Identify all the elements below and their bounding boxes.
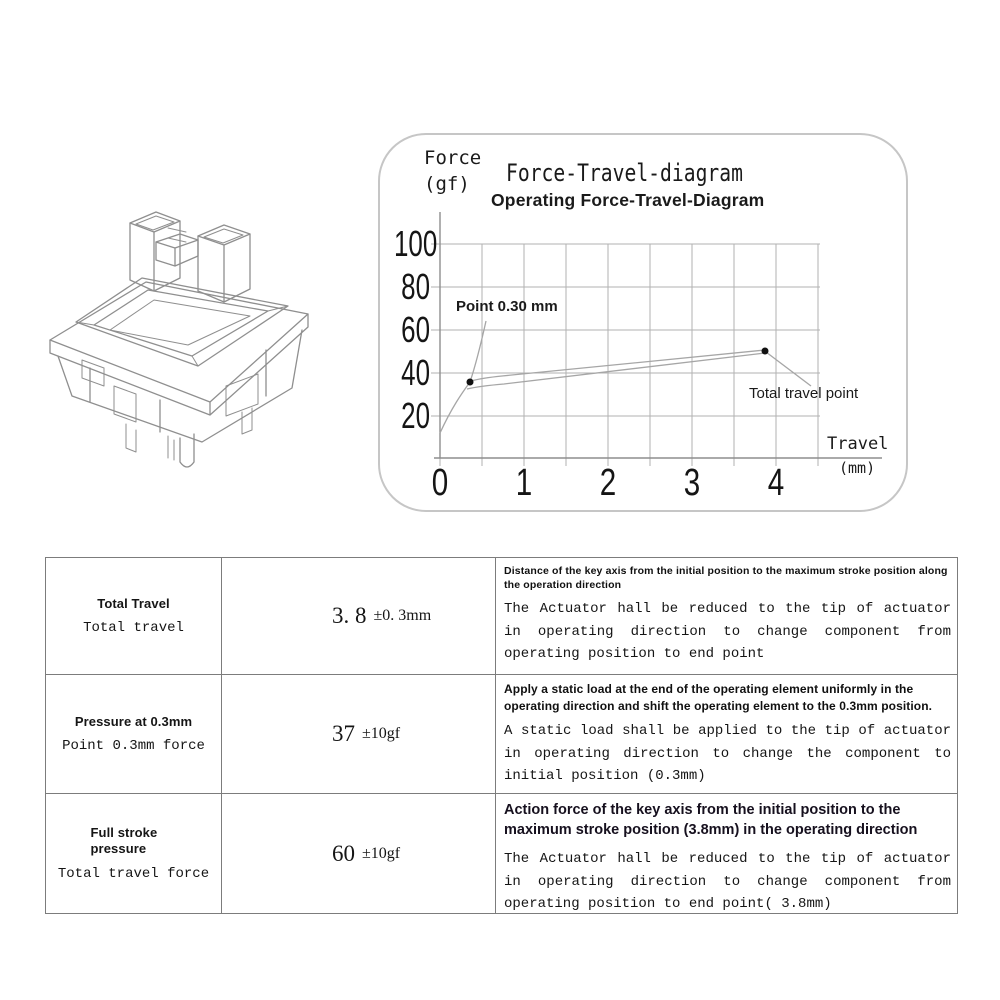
spec-tolerance: ±10gf — [362, 844, 401, 862]
y-tick-40: 40 — [401, 352, 430, 393]
table-row-total-travel-name — [46, 558, 222, 675]
y-axis-title: Force — [424, 147, 482, 169]
table-row-full-stroke-name — [46, 794, 222, 914]
housing-flange — [50, 282, 308, 402]
stem-cross-bar — [156, 234, 198, 248]
chart-title: Force-Travel-diagram — [506, 159, 743, 187]
spec-subtitle: Point 0.3mm force — [62, 738, 205, 754]
spec-definition: Distance of the key axis from the initial position to the maximum stroke position along the operation direction — [504, 565, 948, 591]
y-tick-100: 100 — [394, 223, 438, 264]
total-travel-leader-line — [766, 352, 811, 386]
spec-title: Full stroke pressure — [90, 825, 158, 856]
table-row-full-stroke-desc — [496, 794, 958, 914]
chart-subtitle: Operating Force-Travel-Diagram — [491, 190, 765, 210]
y-tick-20: 20 — [401, 395, 430, 436]
x-tick-4: 4 — [767, 462, 785, 504]
x-axis-title: Travel — [827, 434, 889, 454]
spec-description: The Actuator hall be reduced to the tip of actuator in operating direction to change component from operating position to end point — [504, 601, 951, 662]
x-tick-0: 0 — [431, 462, 449, 504]
spec-definition: Apply a static load at the end of the operating element uniformly in the operating direction and shift the operating element to the 0.3mm position. — [504, 682, 933, 713]
table-row-pressure-name — [46, 675, 222, 794]
y-tick-60: 60 — [401, 309, 430, 350]
return-curve-lower — [467, 353, 765, 389]
spec-tolerance: ±10gf — [362, 725, 401, 742]
total-travel-dot — [762, 348, 769, 355]
spec-description: A static load shall be applied to the tip of actuator in operating direction to change the component to initial position (0.3mm) — [504, 723, 951, 784]
switch-line-drawing — [30, 190, 350, 470]
spec-value: 60 — [332, 840, 355, 866]
spec-value: 37 — [332, 721, 355, 746]
table-row-pressure-desc — [496, 675, 958, 794]
force-travel-chart-panel — [378, 133, 908, 512]
table-row-total-travel-desc — [496, 558, 958, 675]
spec-tolerance: ±0. 3mm — [373, 607, 432, 624]
x-tick-1: 1 — [515, 462, 533, 504]
spec-title: Total Travel — [97, 596, 170, 611]
spec-definition: Action force of the key axis from the initial position to the maximum stroke position (3.8mm) in the operating direction — [504, 802, 918, 838]
table-row-total-travel-value — [222, 558, 496, 675]
spec-title: Pressure at 0.3mm — [74, 714, 193, 729]
y-tick-80: 80 — [401, 266, 430, 307]
table-row-pressure-value — [222, 675, 496, 794]
press-curve-upper — [471, 350, 765, 381]
operating-point-annotation: Point 0.30 mm — [456, 298, 558, 315]
spec-table — [45, 557, 958, 914]
x-tick-2: 2 — [599, 462, 617, 504]
grid-vertical-lines — [440, 244, 818, 466]
spec-subtitle: Total travel — [83, 620, 184, 636]
spec-subtitle: Total travel force — [57, 866, 210, 882]
x-tick-3: 3 — [683, 462, 701, 504]
x-axis-unit: (mm) — [839, 459, 876, 477]
total-travel-annotation: Total travel point — [749, 385, 859, 402]
spec-description: The Actuator hall be reduced to the tip of actuator in operating direction to change component from operating position to end point( 3.8mm) — [504, 851, 951, 912]
y-axis-unit: (gf) — [424, 173, 470, 195]
spec-value: 3. 8 — [332, 603, 367, 628]
table-row-full-stroke-value — [222, 794, 496, 914]
operating-point-dot — [467, 379, 474, 386]
